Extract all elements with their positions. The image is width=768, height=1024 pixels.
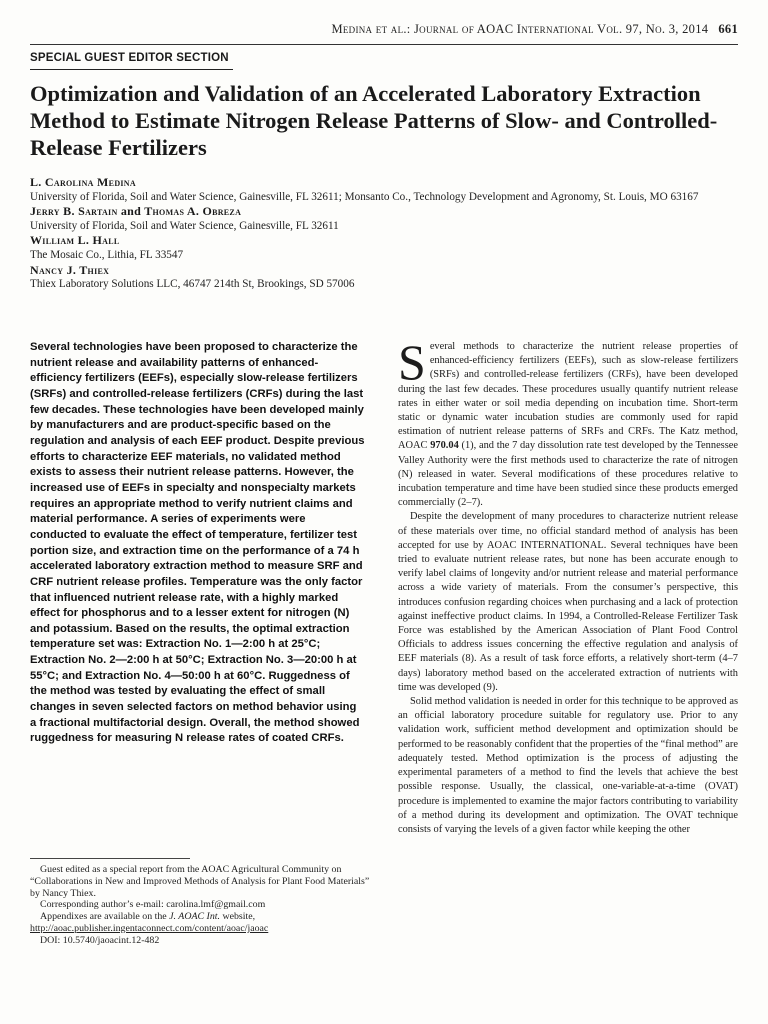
body-paragraph: Solid method validation is needed in order for this technique to be approved as an official laboratory procedure suitable for regulatory use. Prior to any validation work, sufficient method development and optimization should be performed to be reasonably confident that the properties of the “final method” are adequately tested. Method optimization is the process of adjusting the experimental parameters of a method to find the levels that achieve the best possible response. Usually, the classical, one-variable-at-a-time (OVAT) procedure is implemented to examine the major factors contributing to variability of a method during its development and optimization. The OVAT technique consists of varying the levels of a given factor while keeping the other [398, 696, 738, 835]
article-title: Optimization and Validation of an Accelerated Laboratory Extraction Method to Estimate Nitrogen Release Patterns of Slow- and Controlled-Release Fertilizers [30, 81, 718, 160]
drop-cap: S [398, 334, 426, 390]
method-number: 970.04 [430, 440, 459, 452]
author-name-part: Jerry B. Sartain [30, 204, 118, 219]
body-paragraph [398, 334, 738, 510]
abstract: Several technologies have been proposed to characterize the nutrient release and availability patterns of enhanced-efficiency fertilizers (EEFs), especially slow-release fertilizers (SRFs) and controlled-release fertilizers (CRFs) during the last few decades. These technologies have been developed mainly by manufacturers and are product-specific based on the regulation and analysis of each EEF product. Despite previous efforts to characterize EEF materials, no validated method exists to assess their nutrient release patterns. However, the increased use of EEFs in specialty and nonspecialty markets requires an appropriate method to verify nutrient claims and material performance. A series of experiments were conducted to evaluate the effect of temperature, fertilizer test portion size, and extraction time on the performance of a 74 h accelerated laboratory extraction method to measure SRF and CRF nutrient release profiles. Temperature was the only factor that influenced nutrient release rate, with a highly marked effect for phosphorus and to a lesser extent for nitrogen (N) and potassium. Based on the results, the optimal extraction temperature set was: Extraction No. 1—2:00 h at 25°C; Extraction No. 2—2:00 h at 50°C; Extraction No. 3—20:00 h at 55°C; and Extraction No. 4—50:00 h at 60°C. Ruggedness of the method was tested by evaluating the effect of small changes in seven selected factors on method behavior using a fractional multifactorial design. Overall, the method showed ruggedness for measuring N release rates of coated CRFs. [30, 341, 365, 745]
author-name: William L. Hall [30, 233, 120, 248]
footnotes [30, 864, 370, 947]
footnote-corresponding: Corresponding author’s e-mail: carolina.lmf@gmail.com [40, 899, 266, 911]
body-text: (1), and the 7 day dissolution rate test developed by the Tennessee Valley Authority were the first methods used to characterize the rate of nitrogen (N) released in water. Several modifications of these procedures relative to incubation temperature and time have been studied since these products emerged commercially (2–7). [398, 440, 738, 509]
appendix-link[interactable]: http://aoac.publisher.ingentaconnect.com/content/aoac/jaoac [30, 922, 269, 934]
running-head [240, 22, 738, 37]
header-rule [30, 44, 738, 45]
footnote-doi: DOI: 10.5740/jaoacint.12-482 [40, 934, 160, 946]
footnote-guest-edited: Guest edited as a special report from the AOAC Agricultural Community on “Collaborations in New and Improved Methods of Analysis for Plant Food Materials” by Nancy Thiex. [30, 864, 370, 899]
journal-name: J. AOAC Int. [169, 911, 220, 923]
section-underline [30, 69, 233, 70]
author-affiliation: The Mosaic Co., Lithia, FL 33547 [30, 248, 184, 261]
page-number: 661 [718, 22, 738, 36]
footnote-rule [30, 858, 190, 859]
author-affiliation: University of Florida, Soil and Water Science, Gainesville, FL 32611 [30, 219, 339, 232]
author-name [30, 204, 750, 219]
footnote-text: website, [220, 911, 256, 923]
author-name: Nancy J. Thiex [30, 262, 110, 277]
footnote-appendixes [30, 911, 370, 935]
author-joiner: and [120, 204, 142, 219]
author-name-part: Thomas A. Obreza [144, 204, 242, 219]
running-head-text: Medina et al.: Journal of AOAC International Vol. 97, No. 3, 2014 [331, 22, 709, 36]
body-text-column [398, 334, 738, 837]
footnote-text: Appendixes are available on the [40, 911, 170, 923]
author-name: L. Carolina Medina [30, 175, 136, 189]
author-affiliation: University of Florida, Soil and Water Science, Gainesville, FL 32611; Monsanto Co., Technology Development and Agronomy, St. Louis, MO 63167 [30, 190, 699, 203]
body-paragraph: Despite the development of many procedures to characterize nutrient release of these materials over time, no official standard method of analysis has been accepted for use by AOAC INTERNATIONAL. Several techniques have been tried to evaluate nutrient release rates, but none has been accurate enough to verify label claims of longevity and/or nutrient release and material performance across a wide variety of materials. From the consumer’s perspective, this introduces confusion regarding choices when purchasing and a lack of protection against ineffective product claims. In 1994, a Controlled-Release Fertilizer Task Force was established by the American Association of Plant Food Control Officials to address issues concerning the effective regulation and analysis of EEF materials (8). As a result of task force efforts, a relatively short-term (4–7 days) laboratory method based on the accelerated extraction of nutrients with time was developed (9). [398, 511, 738, 693]
section-label: SPECIAL GUEST EDITOR SECTION [30, 52, 229, 64]
author-block [30, 175, 750, 292]
author-affiliation: Thiex Laboratory Solutions LLC, 46747 214th St, Brookings, SD 57006 [30, 278, 355, 291]
body-text: everal methods to characterize the nutrient release properties of enhanced-efficiency fertilizers (EEFs), such as slow-release fertilizers (SRFs) and controlled-release fertilizers (CRFs), have been developed during the last few decades. These procedures usually quantify nutrient release rates in either water or soil media depending on incubation time. Short-term static or dynamic water incubation studies are commonly used for rapid estimation of nutrient release patterns of SRFs and CRFs. The Katz method, AOAC [398, 341, 738, 452]
